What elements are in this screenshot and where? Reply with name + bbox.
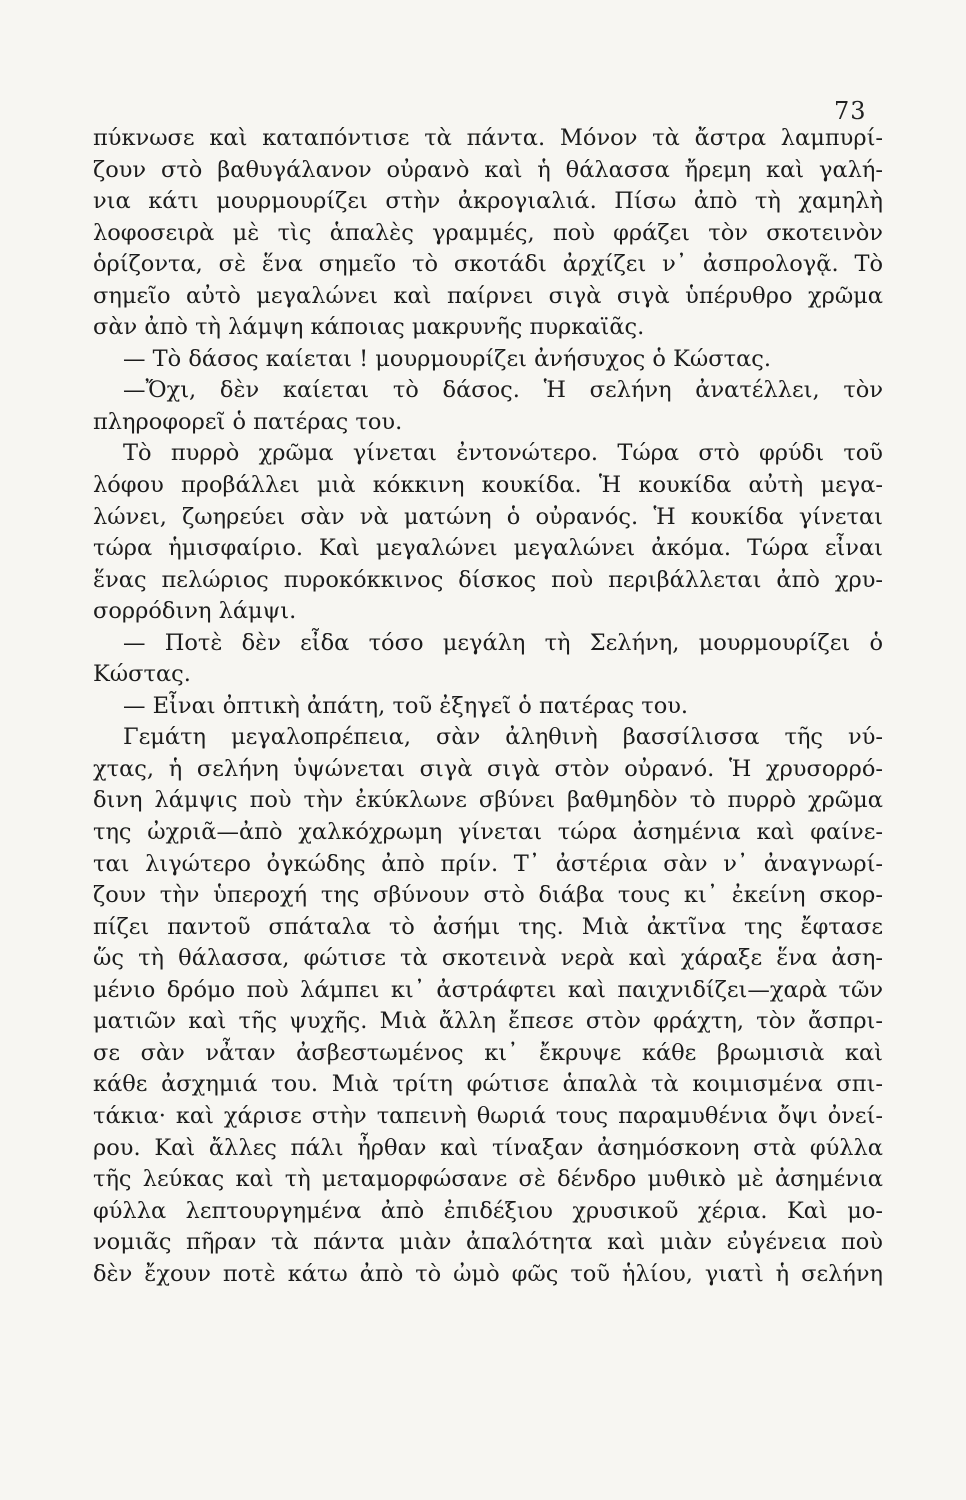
text-line: ὥς τὴ θάλασσα, φώτισε τὰ σκοτεινὰ νερὰ καὶ χάραξε ἕνα ἀση- <box>93 945 883 972</box>
text-line: ματιῶν καὶ τῆς ψυχῆς. Μιὰ ἄλλη ἔπεσε στὸν φράχτη, τὸν ἄσπρι- <box>93 1008 883 1035</box>
text-line: — Εἶναι ὀπτικὴ ἀπάτη, τοῦ ἐξηγεῖ ὁ πατέρας του. <box>123 692 689 719</box>
text-line: Τὸ πυρρὸ χρῶμα γίνεται ἐντονώτερο. Τώρα στὸ φρύδι τοῦ <box>123 440 883 467</box>
text-line: Γεμάτη μεγαλοπρέπεια, σὰν ἀληθινὴ βασσίλισσα τῆς νύ- <box>123 724 883 751</box>
text-line: ρου. Καὶ ἄλλες πάλι ἦρθαν καὶ τίναξαν ἀσημόσκονη στὰ φύλλα <box>93 1134 883 1161</box>
text-line: ζουν στὸ βαθυγάλανον οὐρανὸ καὶ ἡ θάλασσα ἤρεμη καὶ γαλή- <box>93 156 883 183</box>
text-line: —Ὄχι, δὲν καίεται τὸ δάσος. Ἡ σελήνη ἀνατέλλει, τὸν <box>123 377 883 404</box>
text-line: κάθε ἀσχημιά του. Μιὰ τρίτη φώτισε ἁπαλὰ τὰ κοιμισμένα σπι- <box>93 1071 883 1098</box>
text-line: ἕνας πελώριος πυροκόκκινος δίσκος ποὺ περιβάλλεται ἀπὸ χρυ- <box>93 566 883 593</box>
text-line: τώρα ἡμισφαίριο. Καὶ μεγαλώνει μεγαλώνει ἀκόμα. Τώρα εἶναι <box>93 535 883 562</box>
text-line: πίζει παντοῦ σπάταλα τὸ ἀσήμι της. Μιὰ ἀκτῖνα της ἔφτασε <box>93 913 883 940</box>
text-line: σορρόδινη λάμψι. <box>93 598 297 625</box>
text-line: σε σὰν νἆταν ἀσβεστωμένος κι᾽ ἔκρυψε κάθε βρωμισιὰ καὶ <box>93 1039 883 1066</box>
text-line: λοφοσειρὰ μὲ τὶς ἁπαλὲς γραμμές, ποὺ φράζει τὸν σκοτεινὸν <box>93 219 883 246</box>
text-line: πληροφορεῖ ὁ πατέρας του. <box>93 408 403 435</box>
text-line: νομιᾶς πῆραν τὰ πάντα μιὰν ἀπαλότητα καὶ μιὰν εὐγένεια ποὺ <box>93 1229 883 1256</box>
text-line: μένιο δρόμο ποὺ λάμπει κι᾽ ἀστράφτει καὶ παιχνιδίζει—χαρὰ τῶν <box>93 976 883 1003</box>
text-line: δὲν ἔχουν ποτὲ κάτω ἀπὸ τὸ ὠμὸ φῶς τοῦ ἡλίου, γιατὶ ἡ σελήνη <box>93 1260 883 1287</box>
text-line: της ὠχριᾶ—ἀπὸ χαλκόχρωμη γίνεται τώρα ἀσημένια καὶ φαίνε- <box>93 819 883 846</box>
text-line: νια κάτι μουρμουρίζει στὴν ἀκρογιαλιά. Πίσω ἀπὸ τὴ χαμηλὴ <box>93 188 883 215</box>
text-line: πύκνωσε καὶ καταπόντισε τὰ πάντα. Μόνον τὰ ἄστρα λαμπυρί- <box>93 125 883 151</box>
text-line: λώνει, ζωηρεύει σὰν νὰ ματώνη ὁ οὐρανός. Ἡ κουκίδα γίνεται <box>93 503 883 530</box>
text-line: τάκια· καὶ χάρισε στὴν ταπεινὴ θωριά τους παραμυθένια ὄψι ὀνεί- <box>93 1102 883 1129</box>
text-line: τῆς λεύκας καὶ τὴ μεταμορφώσανε σὲ δένδρο μυθικὸ μὲ ἀσημένια <box>93 1166 883 1193</box>
text-line: — Ποτὲ δὲν εἶδα τόσο μεγάλη τὴ Σελήνη, μουρμουρίζει ὁ <box>123 629 883 656</box>
text-line: χτας, ἡ σελήνη ὑψώνεται σιγὰ σιγὰ στὸν οὐρανό. Ἡ χρυσορρό- <box>93 755 883 782</box>
text-line: Κώστας. <box>93 661 191 688</box>
text-line: λόφου προβάλλει μιὰ κόκκινη κουκίδα. Ἡ κουκίδα αὐτὴ μεγα- <box>93 472 883 499</box>
body-text <box>93 123 883 1290</box>
text-line: ται λιγώτερο ὀγκώδης ἀπὸ πρίν. Τ᾽ ἀστέρια σὰν ν᾽ ἀναγνωρί- <box>93 850 883 877</box>
text-line: σημεῖο αὐτὸ μεγαλώνει καὶ παίρνει σιγὰ σιγὰ ὑπέρυθρο χρῶμα <box>93 282 883 309</box>
text-line: — Τὸ δάσος καίεται ! μουρμουρίζει ἀνήσυχος ὁ Κώστας. <box>123 345 772 372</box>
text-line: ζουν τὴν ὑπεροχή της σβύνουν στὸ διάβα τους κι᾽ ἐκείνη σκορ- <box>93 882 883 909</box>
text-line: ὁρίζοντα, σὲ ἕνα σημεῖο τὸ σκοτάδι ἀρχίζει ν᾽ ἀσπρολογᾷ. Τὸ <box>93 251 883 278</box>
text-line: δινη λάμψις ποὺ τὴν ἐκύκλωνε σβύνει βαθμηδὸν τὸ πυρρὸ χρῶμα <box>93 787 883 814</box>
text-line: φύλλα λεπτουργημένα ἀπὸ ἐπιδέξιου χρυσικοῦ χέρια. Καὶ μο- <box>93 1197 883 1224</box>
page-number: 73 <box>834 97 867 125</box>
text-line: σὰν ἀπὸ τὴ λάμψη κάποιας μακρυνῆς πυρκαϊᾶς. <box>93 314 645 341</box>
